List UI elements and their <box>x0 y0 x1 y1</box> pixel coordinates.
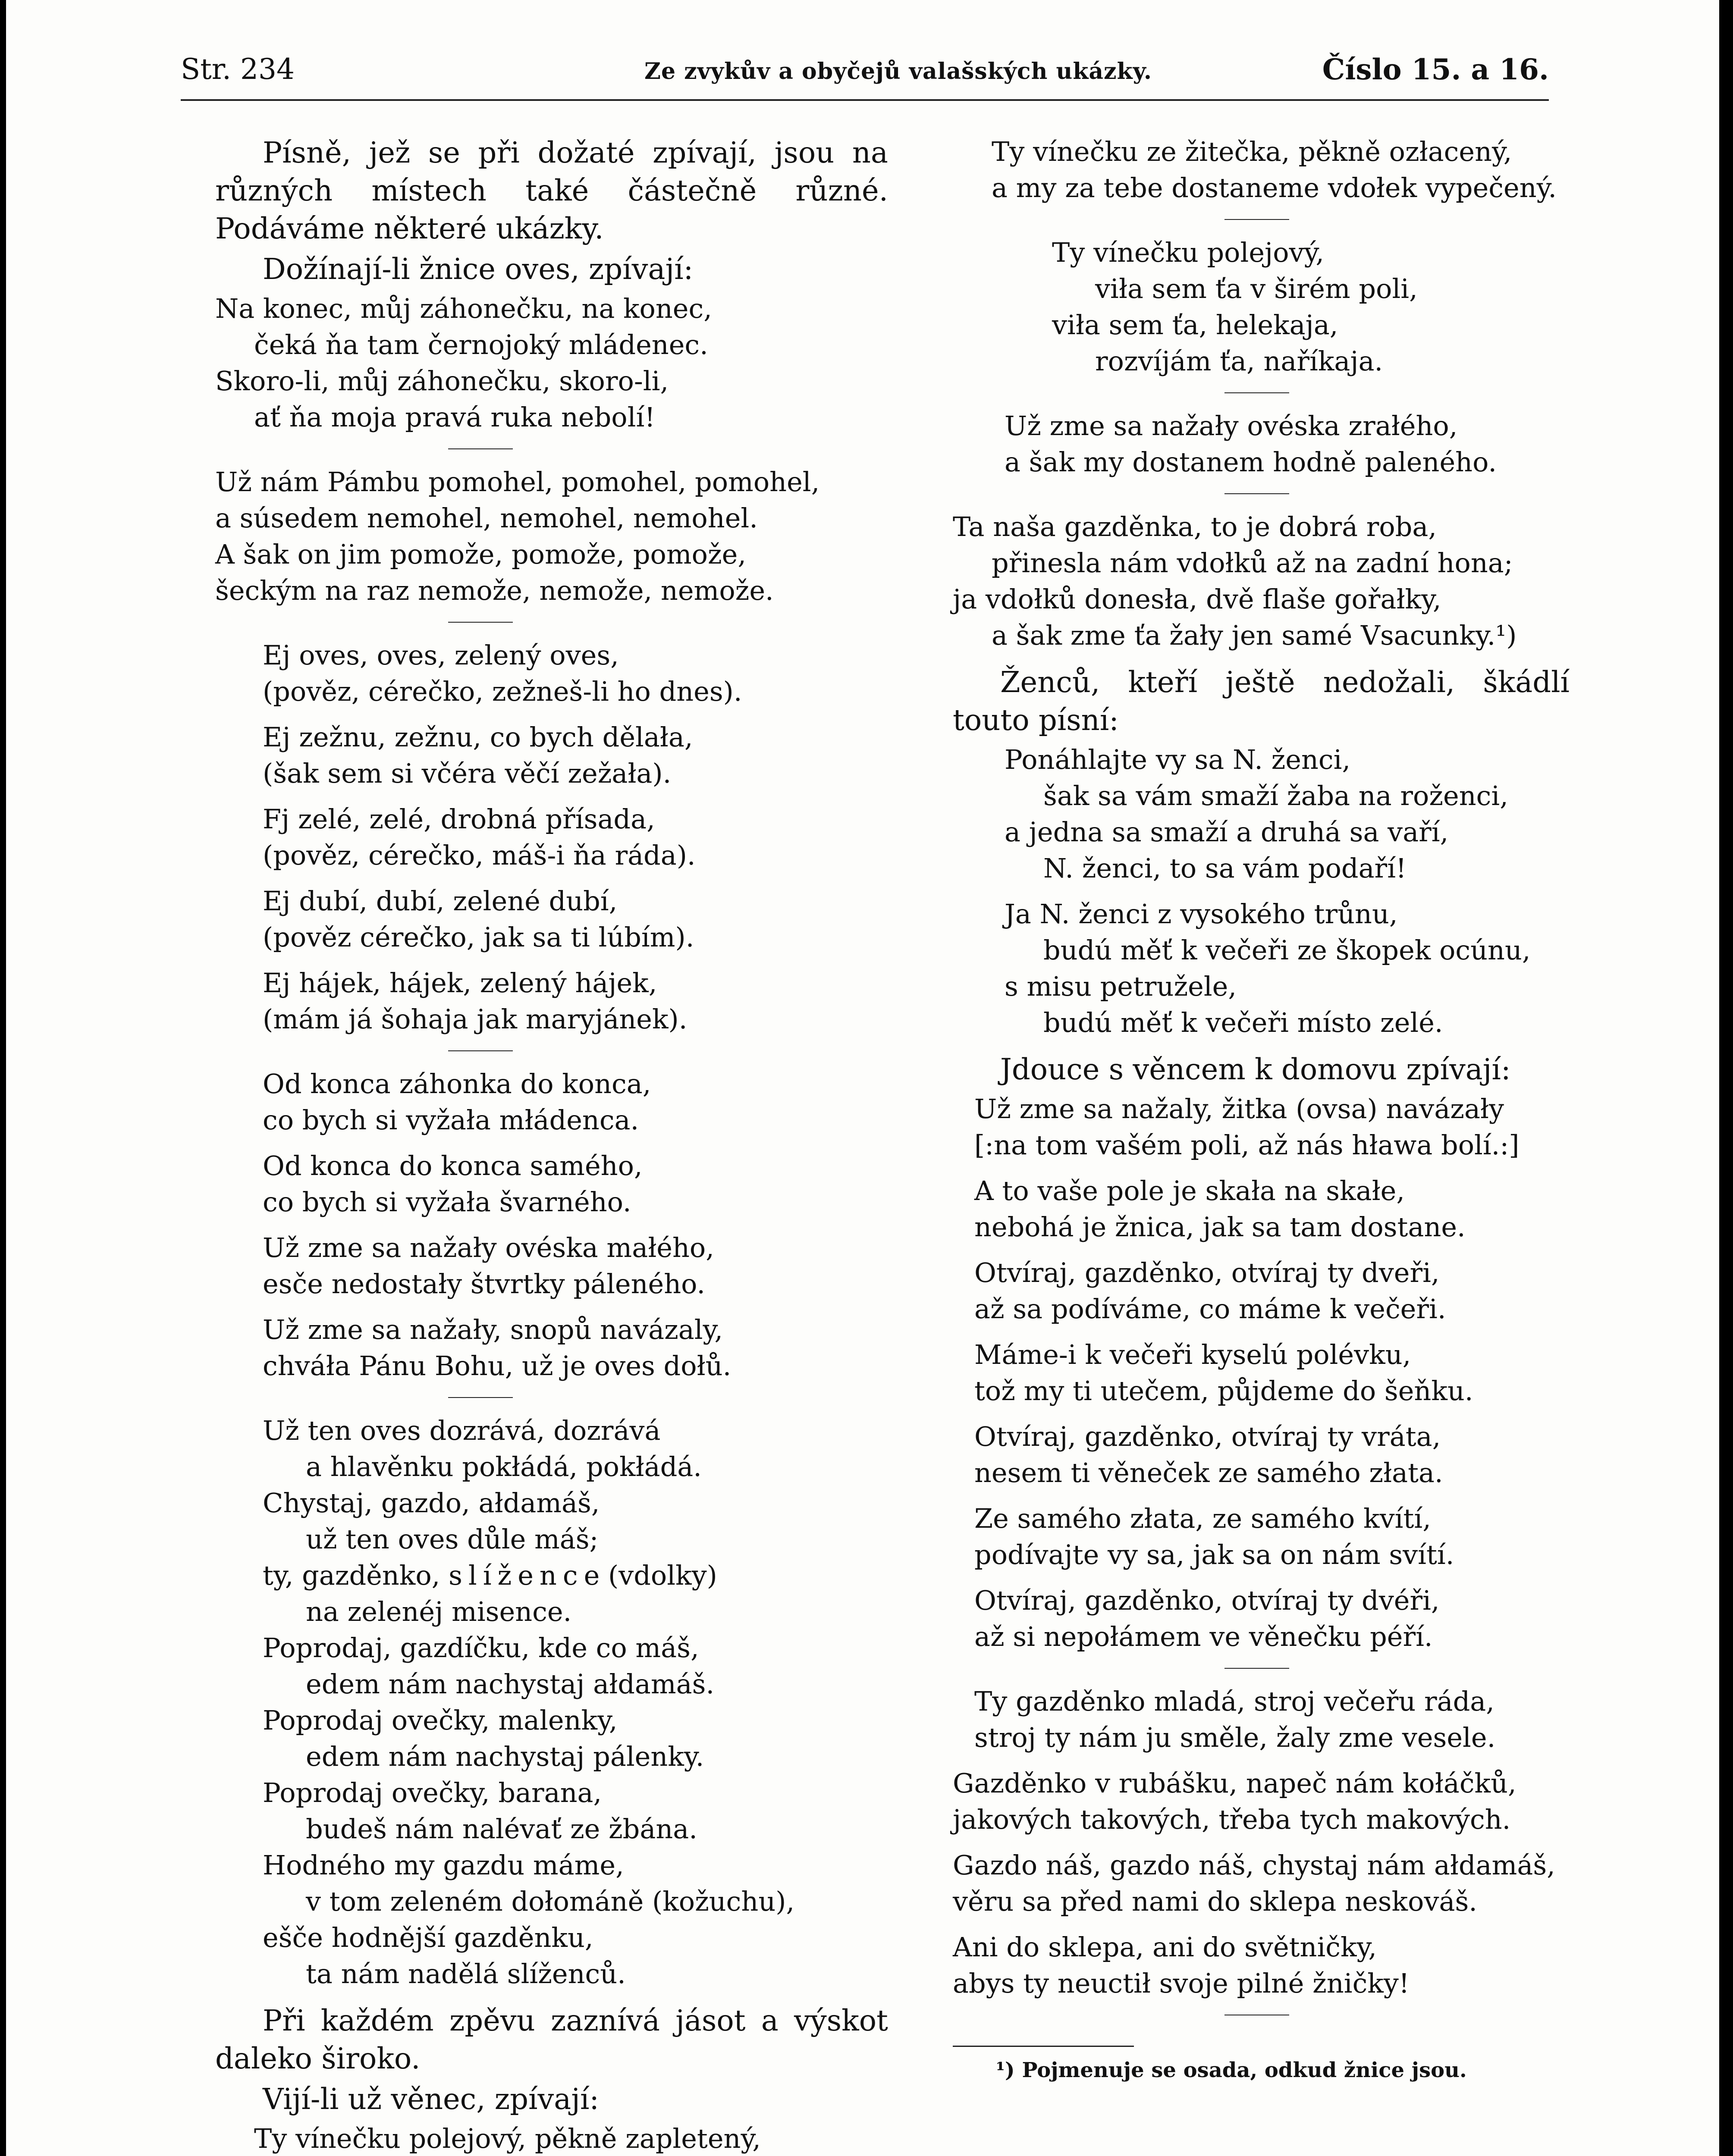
verse-line: a hlavěnku pokłádá, pokłádá. <box>306 1451 702 1482</box>
verse-line: co bych si vyžała młádenca. <box>263 1104 639 1136</box>
verse-stanza <box>1005 896 1570 1041</box>
verse-line: čeká ňa tam černojoký mládenec. <box>254 329 708 360</box>
verse-stanza <box>974 1501 1570 1573</box>
verse-line: edem nám nachystaj pálenky. <box>306 1741 704 1772</box>
verse-line: Na konec, můj záhonečku, na konec, <box>215 293 712 324</box>
verse-line: Poprodaj, gazdíčku, kde co máš, <box>263 1632 699 1664</box>
verse-line: viła sem ťa v širém poli, <box>1095 273 1418 304</box>
verse-line: Už zme sa nažały ovéska zrałého, <box>1005 410 1458 442</box>
left-column <box>215 134 888 2156</box>
verse-line: v tom zeleném dołománě (kožuchu), <box>306 1886 795 1917</box>
verse-stanza <box>263 719 888 792</box>
spaced-emphasis: slíženc <box>449 1560 584 1591</box>
verse-line: ta nám nadělá slíženců. <box>306 1958 626 1990</box>
verse-line: nesem ti věneček ze samého złata. <box>974 1457 1443 1489</box>
verse-line: Ej hájek, hájek, zelený hájek, <box>263 967 657 999</box>
verse-line: Ej oves, oves, zelený oves, <box>263 639 619 671</box>
verse-line: ať ňa moja pravá ruka nebolí! <box>254 401 656 433</box>
verse-line: a súsedem nemohel, nemohel, nemohel. <box>215 502 758 534</box>
verse-stanza <box>953 509 1570 654</box>
verse-line: Ponáhlajte vy sa N. ženci, <box>1005 744 1351 775</box>
verse-line: Ej zežnu, zežnu, co bych dělała, <box>263 721 693 753</box>
section-separator <box>448 622 513 623</box>
verse-line: A šak on jim pomože, pomože, pomože, <box>215 539 747 570</box>
verse-line: věru sa před nami do sklepa neskováš. <box>953 1886 1477 1917</box>
verse-line: Gazděnko v rubášku, napeč nám kołáčků, <box>953 1767 1516 1799</box>
section-separator <box>448 1050 513 1051</box>
section-separator <box>1224 1668 1289 1669</box>
verse-line: na zelenéj misence. <box>306 1596 572 1627</box>
verse-stanza <box>974 1255 1570 1327</box>
section-separator <box>1224 392 1289 393</box>
verse-line: šak sa vám smaží žaba na roženci, <box>1043 780 1508 812</box>
verse-line: Gazdo náš, gazdo náš, chystaj nám ałdamáš, <box>953 1849 1555 1881</box>
verse-line: rozvíjám ťa, naříkaja. <box>1095 345 1383 377</box>
paragraph: Ženců, kteří ještě nedožali, škádlí touto písní: <box>953 665 1570 737</box>
footnote: ¹) Pojmenuje se osada, odkud žnice jsou. <box>996 2058 1467 2082</box>
verse-line: už ten oves důle máš; <box>306 1523 599 1555</box>
verse-line: (mám já šohaja jak maryjánek). <box>263 1003 688 1035</box>
verse-stanza <box>1052 235 1570 379</box>
verse-stanza <box>263 1413 888 1992</box>
verse-stanza <box>953 1929 1570 2002</box>
verse-stanza <box>263 1230 888 1302</box>
verse-line: (šak sem si včéra věčí zežała). <box>263 758 672 789</box>
verse-line: Už zme sa nažały, snopů navázaly, <box>263 1314 723 1345</box>
verse-line: a jedna sa smaží a druhá sa vaří, <box>1005 816 1449 848</box>
verse-line: ty, gazděnko, slížence (vdolky) <box>263 1560 717 1591</box>
verse-line: Otvíraj, gazděnko, otvíraj ty dvéři, <box>974 1585 1440 1616</box>
verse-stanza <box>254 2121 888 2156</box>
verse-stanza <box>263 965 888 1037</box>
paragraph: Dožínají-li žnice oves, zpívají: <box>263 252 694 286</box>
verse-line: co bych si vyžała švarného. <box>263 1186 631 1218</box>
verse-line: s misu petruželе, <box>1005 971 1237 1002</box>
paragraph: Jdouce s věncem k domovu zpívají: <box>1000 1053 1511 1086</box>
verse-line: N. ženci, to sa vám podaří! <box>1043 852 1406 884</box>
verse-line: Skoro-li, můj záhonečku, skoro-li, <box>215 365 669 397</box>
verse-stanza <box>263 1066 888 1138</box>
verse-line: chváła Pánu Bohu, už je oves dołů. <box>263 1350 732 1382</box>
verse-stanza <box>263 1312 888 1384</box>
verse-line: Chystaj, gazdo, ałdamáš, <box>263 1487 600 1519</box>
verse-stanza <box>974 1583 1570 1655</box>
verse-stanza <box>974 1091 1570 1163</box>
verse-line: budú měť k večeři ze škopek ocúnu, <box>1043 934 1531 966</box>
verse-line: tož my ti utečem, půjdeme do šeňku. <box>974 1375 1473 1407</box>
verse-line: a šak my dostanem hodně paleného. <box>1005 446 1497 478</box>
verse-stanza <box>215 464 888 609</box>
section-separator <box>448 448 513 449</box>
verse-line: šeckým na raz nemože, nemože, nemože. <box>215 575 774 606</box>
verse-line: (pověz cérečko, jak sa ti lúbím). <box>263 921 694 953</box>
document-page <box>6 0 1719 2156</box>
verse-line: nebohá je žnica, jak sa tam dostane. <box>974 1211 1466 1243</box>
section-separator <box>1224 219 1289 220</box>
verse-line: a my za tebe dostaneme vdołek vypečený. <box>992 172 1557 204</box>
verse-line: jakových takových, třeba tych makových. <box>953 1804 1511 1835</box>
verse-line: Otvíraj, gazděnko, otvíraj ty dveři, <box>974 1257 1440 1288</box>
header-rule <box>181 99 1549 101</box>
verse-line: budeš nám nalévať ze žbána. <box>306 1813 697 1845</box>
verse-line: Už zme sa nažały ovéska małého, <box>263 1232 714 1263</box>
verse-stanza <box>263 1148 888 1220</box>
verse-stanza <box>1005 742 1570 887</box>
verse-line: (pověz, cérečko, máš-i ňa ráda). <box>263 840 696 871</box>
verse-line: Ja N. ženci z vysokého trůnu, <box>1005 898 1398 930</box>
verse-line: podívajte vy sa, jak sa on nám svítí. <box>974 1539 1454 1570</box>
verse-line: Ze samého złata, ze samého kvítí, <box>974 1503 1431 1534</box>
verse-stanza <box>263 883 888 956</box>
verse-line: Ty gazděnko mladá, stroj večeřu ráda, <box>974 1686 1494 1717</box>
verse-line: Poprodaj ovečky, malenky, <box>263 1705 618 1736</box>
verse-line: Od konca záhonka do konca, <box>263 1068 651 1100</box>
verse-line: Máme-i k večeři kyselú polévku, <box>974 1339 1411 1370</box>
verse-line: Od konca do konca samého, <box>263 1150 643 1181</box>
issue-number: Číslo 15. a 16. <box>1322 53 1549 86</box>
verse-stanza <box>953 1847 1570 1920</box>
verse-line: přinesla nám vdołků až na zadní hona; <box>992 547 1513 579</box>
right-column <box>953 134 1570 2083</box>
section-separator <box>448 1397 513 1398</box>
verse-line: esče nedostały štvrtky páleného. <box>263 1268 706 1300</box>
verse-line: Otvíraj, gazděnko, otvíraj ty vráta, <box>974 1421 1441 1452</box>
paragraph: Písně, jež se při dožaté zpívají, jsou na různých místech také částečně různé. Podáváme některé ukázky. <box>215 136 888 245</box>
verse-line: Hodného my gazdu máme, <box>263 1849 624 1881</box>
verse-line: ešče hodnější gazděnku, <box>263 1922 593 1953</box>
verse-stanza <box>974 1337 1570 1409</box>
verse-line: Už zme sa nažaly, žitka (ovsa) navázały <box>974 1093 1504 1125</box>
section-separator <box>1224 493 1289 494</box>
verse-stanza <box>215 291 888 436</box>
verse-stanza <box>263 637 888 710</box>
verse-line: až si nepołámem ve věnečku péří. <box>974 1621 1433 1652</box>
verse-stanza <box>1005 408 1570 480</box>
verse-line: (pověz, cérečko, zežneš-li ho dnes). <box>263 676 742 707</box>
verse-line: viła sem ťa, helekaja, <box>1052 309 1338 341</box>
verse-stanza <box>974 1173 1570 1245</box>
running-title: Ze zvykův a obyčejů valašských ukázky. <box>644 58 1152 85</box>
verse-stanza <box>953 1765 1570 1838</box>
verse-line: Poprodaj ovečky, barana, <box>263 1777 602 1808</box>
verse-line: abys ty neuctił svoje pilné žničky! <box>953 1968 1410 1999</box>
verse-stanza <box>974 1419 1570 1491</box>
verse-line: Ty vínečku polejový, <box>1052 237 1325 268</box>
verse-line: Ty vínečku polejový, pěkně zapletený, <box>254 2123 761 2154</box>
verse-line: Už ten oves dozrává, dozrává <box>263 1415 661 1446</box>
verse-stanza <box>992 134 1570 206</box>
verse-line: a šak zme ťa žały jen samé Vsacunky.¹) <box>992 620 1517 651</box>
verse-line: ja vdołků donesła, dvě flaše gořałky, <box>953 583 1441 615</box>
paragraph: Při každém zpěvu zaznívá jásot a výskot daleko široko. <box>215 2004 888 2075</box>
verse-line: stroj ty nám ju směle, žaly zme vesele. <box>974 1722 1496 1753</box>
verse-stanza <box>974 1683 1570 1756</box>
verse-line: [:na tom vašém poli, až nás hława bolí.:] <box>974 1129 1520 1161</box>
verse-line: Fj zelé, zelé, drobná přísada, <box>263 803 655 835</box>
verse-line: Už nám Pámbu pomohel, pomohel, pomohel, <box>215 466 820 498</box>
verse-line: budú měť k večeři místo zelé. <box>1043 1007 1443 1038</box>
paragraph: Vijí-li už věnec, zpívají: <box>263 2082 599 2116</box>
page-number: Str. 234 <box>181 53 295 86</box>
verse-line: edem nám nachystaj ałdamáš. <box>306 1668 715 1700</box>
verse-line: Ani do sklepa, ani do světničky, <box>953 1931 1377 1963</box>
verse-line: Ty vínečku ze žitečka, pěkně ozłacený, <box>992 136 1512 167</box>
verse-stanza <box>263 801 888 874</box>
verse-line: Ej dubí, dubí, zelené dubí, <box>263 885 618 917</box>
verse-line: Ta naša gazděnka, to je dobrá roba, <box>953 511 1437 542</box>
verse-line: A to vaše pole je skała na skałe, <box>974 1175 1405 1206</box>
footnote-rule <box>953 2046 1134 2047</box>
verse-line: až sa podíváme, co máme k večeři. <box>974 1293 1446 1325</box>
